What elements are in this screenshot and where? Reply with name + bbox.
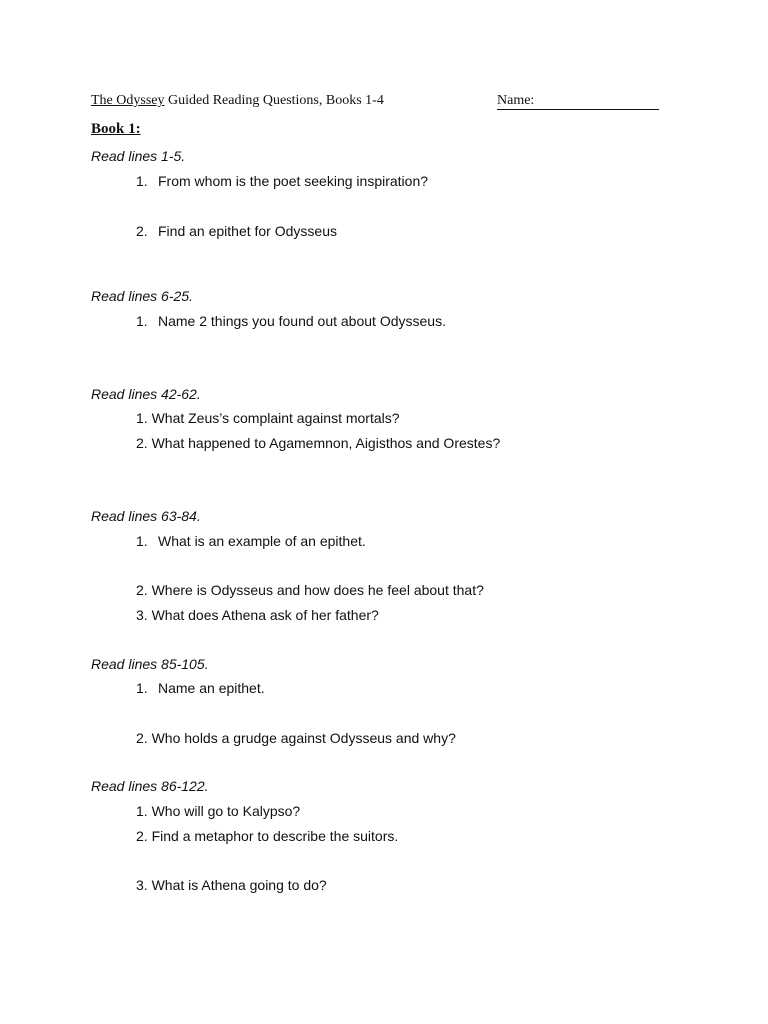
question-item: 3. What does Athena ask of her father?	[136, 607, 379, 623]
question-text: Find an epithet for Odysseus	[158, 223, 337, 239]
question-number: 1.	[136, 533, 148, 549]
question-item	[136, 223, 337, 239]
question-number: 2.	[136, 223, 148, 239]
question-text: Name 2 things you found out about Odysseus.	[158, 313, 446, 329]
name-field-label: Name:	[497, 92, 659, 110]
question-item	[136, 313, 446, 329]
question-item: 3. What is Athena going to do?	[136, 877, 327, 893]
question-item: 2. Find a metaphor to describe the suitors.	[136, 828, 399, 844]
question-item: 1. What Zeus’s complaint against mortals?	[136, 410, 400, 426]
question-item	[136, 680, 265, 696]
document-title-book: The Odyssey	[91, 93, 165, 108]
section-label: Read lines 86-122.	[91, 778, 209, 794]
section-label: Read lines 1-5.	[91, 148, 186, 164]
document-title: Guided Reading Questions, Books 1-4	[164, 93, 384, 108]
question-text: Name an epithet.	[158, 680, 265, 696]
section-label: Read lines 85-105.	[91, 656, 209, 672]
question-item	[136, 533, 366, 549]
question-text: What is an example of an epithet.	[158, 533, 366, 549]
section-label: Read lines 42-62.	[91, 386, 201, 402]
question-number: 1.	[136, 313, 148, 329]
section-label: Read lines 6-25.	[91, 288, 193, 304]
question-item: 2. What happened to Agamemnon, Aigisthos and Orestes?	[136, 435, 501, 451]
question-item: 2. Where is Odysseus and how does he feel about that?	[136, 582, 484, 598]
question-number: 1.	[136, 173, 148, 189]
question-item: 1. Who will go to Kalypso?	[136, 803, 301, 819]
worksheet-header	[91, 92, 671, 110]
question-item: 2. Who holds a grudge against Odysseus and why?	[136, 730, 456, 746]
book-heading: Book 1:	[91, 121, 141, 137]
section-label: Read lines 63-84.	[91, 508, 201, 524]
question-number: 1.	[136, 680, 148, 696]
question-item	[136, 173, 428, 189]
question-text: From whom is the poet seeking inspiration?	[158, 173, 429, 189]
